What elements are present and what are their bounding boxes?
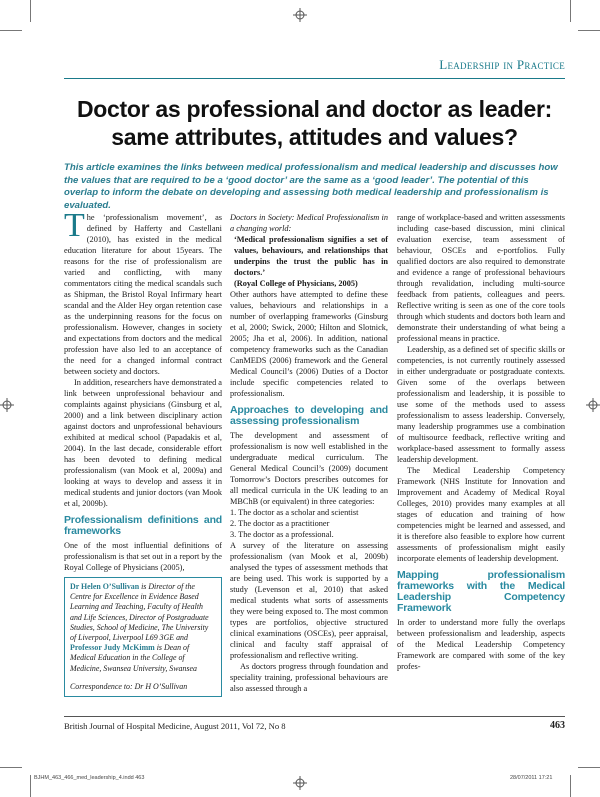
registration-mark-icon <box>586 398 600 412</box>
journal-citation: British Journal of Hospital Medicine, August 2011, Vol 72, No 8 <box>64 721 286 731</box>
crop-mark <box>578 30 600 31</box>
author-affiliation: is Dean of Medical Education in the College of Medicine, Swansea University, Swansea <box>70 643 197 673</box>
paragraph: A survey of the literature on assessing professionalism (van Mook et al, 2009b) analysed the types of assessment methods that are being used. This work is supported by a study (Levenson et al, 2010) that asked medical students what sorts of assessments they were being exposed to. The most common types are portfolios, objective structured clinical examinations (OSCEs), peer appraisal, clinical and faculty staff appraisal of professionalism and reflective writing. <box>230 541 388 660</box>
paragraph: Leadership, as a defined set of specific skills or competencies, is not currently routinely assessed in either undergraduate or postgraduate contexts. Given some of the overlaps between professionalism and leadership, it is possible to use some of the methods used to assess professionalism to assess leadership. Conversely, many leadership programmes use a combination of multisource feedback, reflective writing and workplace-based assessment to formally assess leadership development. <box>397 345 565 464</box>
print-slug: BJHM_463_466_med_leadership_4.indd 463 <box>34 775 145 781</box>
crop-mark <box>30 775 31 797</box>
paragraph: range of workplace-based and written assessments including case-based discussion, mini clinical evaluation exercise, team assessment of behaviour, OSCEs and e-portfolios. Fully qualified doctors are also required to demonstrate and evidence a range of professional behaviours through revalidation, including multi-source feedback from patients, colleagues and peers. Reflective writing is seen as one of the core tools through which students and doctors both learn and demonstrate their understanding of what being a professional means in practice. <box>397 213 565 343</box>
section-heading: Approaches to developing and assessing professionalism <box>230 404 388 427</box>
author-name: Dr Helen O’Sullivan <box>70 582 140 591</box>
column-3 <box>397 212 565 672</box>
outcome-list <box>230 507 388 540</box>
page-number: 463 <box>550 720 565 731</box>
correspondence: Correspondence to: Dr H O’Sullivan <box>70 681 188 691</box>
title-line: Doctor as professional and doctor as leader: <box>76 96 553 122</box>
paragraph: In order to understand more fully the overlaps between professionalism and leadership, aspects of the Medical Leadership Competency Framework are compared with some of the key profes- <box>397 618 565 671</box>
registration-mark-icon <box>0 398 14 412</box>
paragraph: The Medical Leadership Competency Framework (NHS Institute for Innovation and Improvement and Academy of Medical Royal Colleges, 2010) provides many examples at all stages of education and training of how competencies might be learned and assessed, and it is therefore also feasible to explore how current assessments of professionalism might easily incorporate elements of leadership development. <box>397 466 565 563</box>
paragraph: In addition, researchers have demonstrated a link between unprofessional behaviour and complaints against physicians (Ginsburg et al, 2000) and a link between disciplinary action against doctors and unprofessional behaviours exhibited at medical school (Papadakis et al, 2004). In the last decade, considerable effort has been devoted to defining medical professionalism (van Mook et al, 2009a) and looking at ways to develop and assess it in medical students and junior doctors (van Mook et al, 2009b). <box>64 378 222 508</box>
pull-quote: ‘Medical professionalism signifies a set of values, behaviours, and relationships that underpins the trust the public has in doctors.’ <box>234 235 388 277</box>
title-line: same attributes, attitudes and values? <box>111 124 518 150</box>
registration-mark-icon <box>293 8 307 22</box>
section-heading: Professionalism definitions and frameworks <box>64 514 222 537</box>
author-name: Professor Judy McKimm <box>70 643 155 653</box>
header-rule <box>64 78 565 79</box>
crop-mark <box>0 767 22 768</box>
author-box <box>64 577 222 697</box>
paragraph: Other authors have attempted to define these values, behaviours and relationships in a number of overlapping frameworks (Ginsburg et al, 2000; Swick, 2000; Hilton and Slotnick, 2005; Jha et al, 2006). In addition, national competency frameworks such as the Canadian CanMEDS (2006) framework and the General Medical Council’s (2006) Duties of a Doctor include specific competencies related to professionalism. <box>230 290 388 398</box>
print-timestamp: 28/07/2011 17:21 <box>510 775 553 781</box>
section-heading: Mapping professionalism frameworks with the Medical Leadership Competency Framework <box>397 569 565 614</box>
quote-source: (Royal College of Physicians, 2005) <box>234 279 358 288</box>
crop-mark <box>578 767 600 768</box>
article-title <box>64 95 565 151</box>
paragraph: Doctors in Society: Medical Professionalism in a changing world: <box>230 213 388 233</box>
paragraph: As doctors progress through foundation and speciality training, professional behaviours are also assessed through a <box>230 662 388 693</box>
author-affiliation: is Director of the Centre for Excellence in Evidence Based Learning and Teaching, Faculty of Health and Life Sciences, Director of Postgraduate Studies, School of Medicine, The University of Liverpool, Liverpool L69 3GE and <box>70 582 209 643</box>
paragraph <box>64 207 222 377</box>
standfirst: This article examines the links between medical professionalism and medical leadership and discusses how the values that are required to be a ‘good doctor’ are the same as a ‘good leader’. The potential of this overlap to inform the debate on developing and assessing both medical leadership and professionalism is evaluated. <box>64 162 558 211</box>
crop-mark <box>570 0 571 22</box>
column-2 <box>230 212 388 694</box>
column-1 <box>64 207 222 697</box>
crop-mark <box>570 775 571 797</box>
crop-mark <box>30 0 31 22</box>
list-item: 1. The doctor as a scholar and scientist <box>230 508 359 517</box>
footer-rule <box>64 716 565 717</box>
crop-mark <box>0 30 22 31</box>
paragraph: The development and assessment of professionalism is now well established in the undergraduate medical curriculum. The General Medical Council’s (2009) document Tomorrow’s Doctors prescribes outcomes for all medical curricula in the UK leading to an MBChB (or equivalent) in three categories: <box>230 431 388 506</box>
paragraph-text: he ‘professionalism movement’, as defined by Hafferty and Castellani (2010), has existed in the medical education literature for about 15years. The reasons for the rise of professionalism are varied and conflicting, with many commentators citing the medical scandals such as Shipman, the Bristol Royal Infirmary heart scandal and the Alder Hey organ retention case as the underpinning reasons for the focus on professionalism. However, changes in society and expectations from doctors and the medical profession have also led to an acceptance of the need for a changed informal contract between society and doctors. <box>64 213 222 376</box>
drop-cap: T <box>64 207 85 244</box>
registration-mark-icon <box>293 776 307 790</box>
list-item: 2. The doctor as a practitioner <box>230 519 330 528</box>
section-label: Leadership in Practice <box>439 57 565 72</box>
paragraph: One of the most influential definitions of professionalism is that set out in a report by the Royal College of Physicians (2005), <box>64 541 222 572</box>
list-item: 3. The doctor as a professional. <box>230 530 334 539</box>
